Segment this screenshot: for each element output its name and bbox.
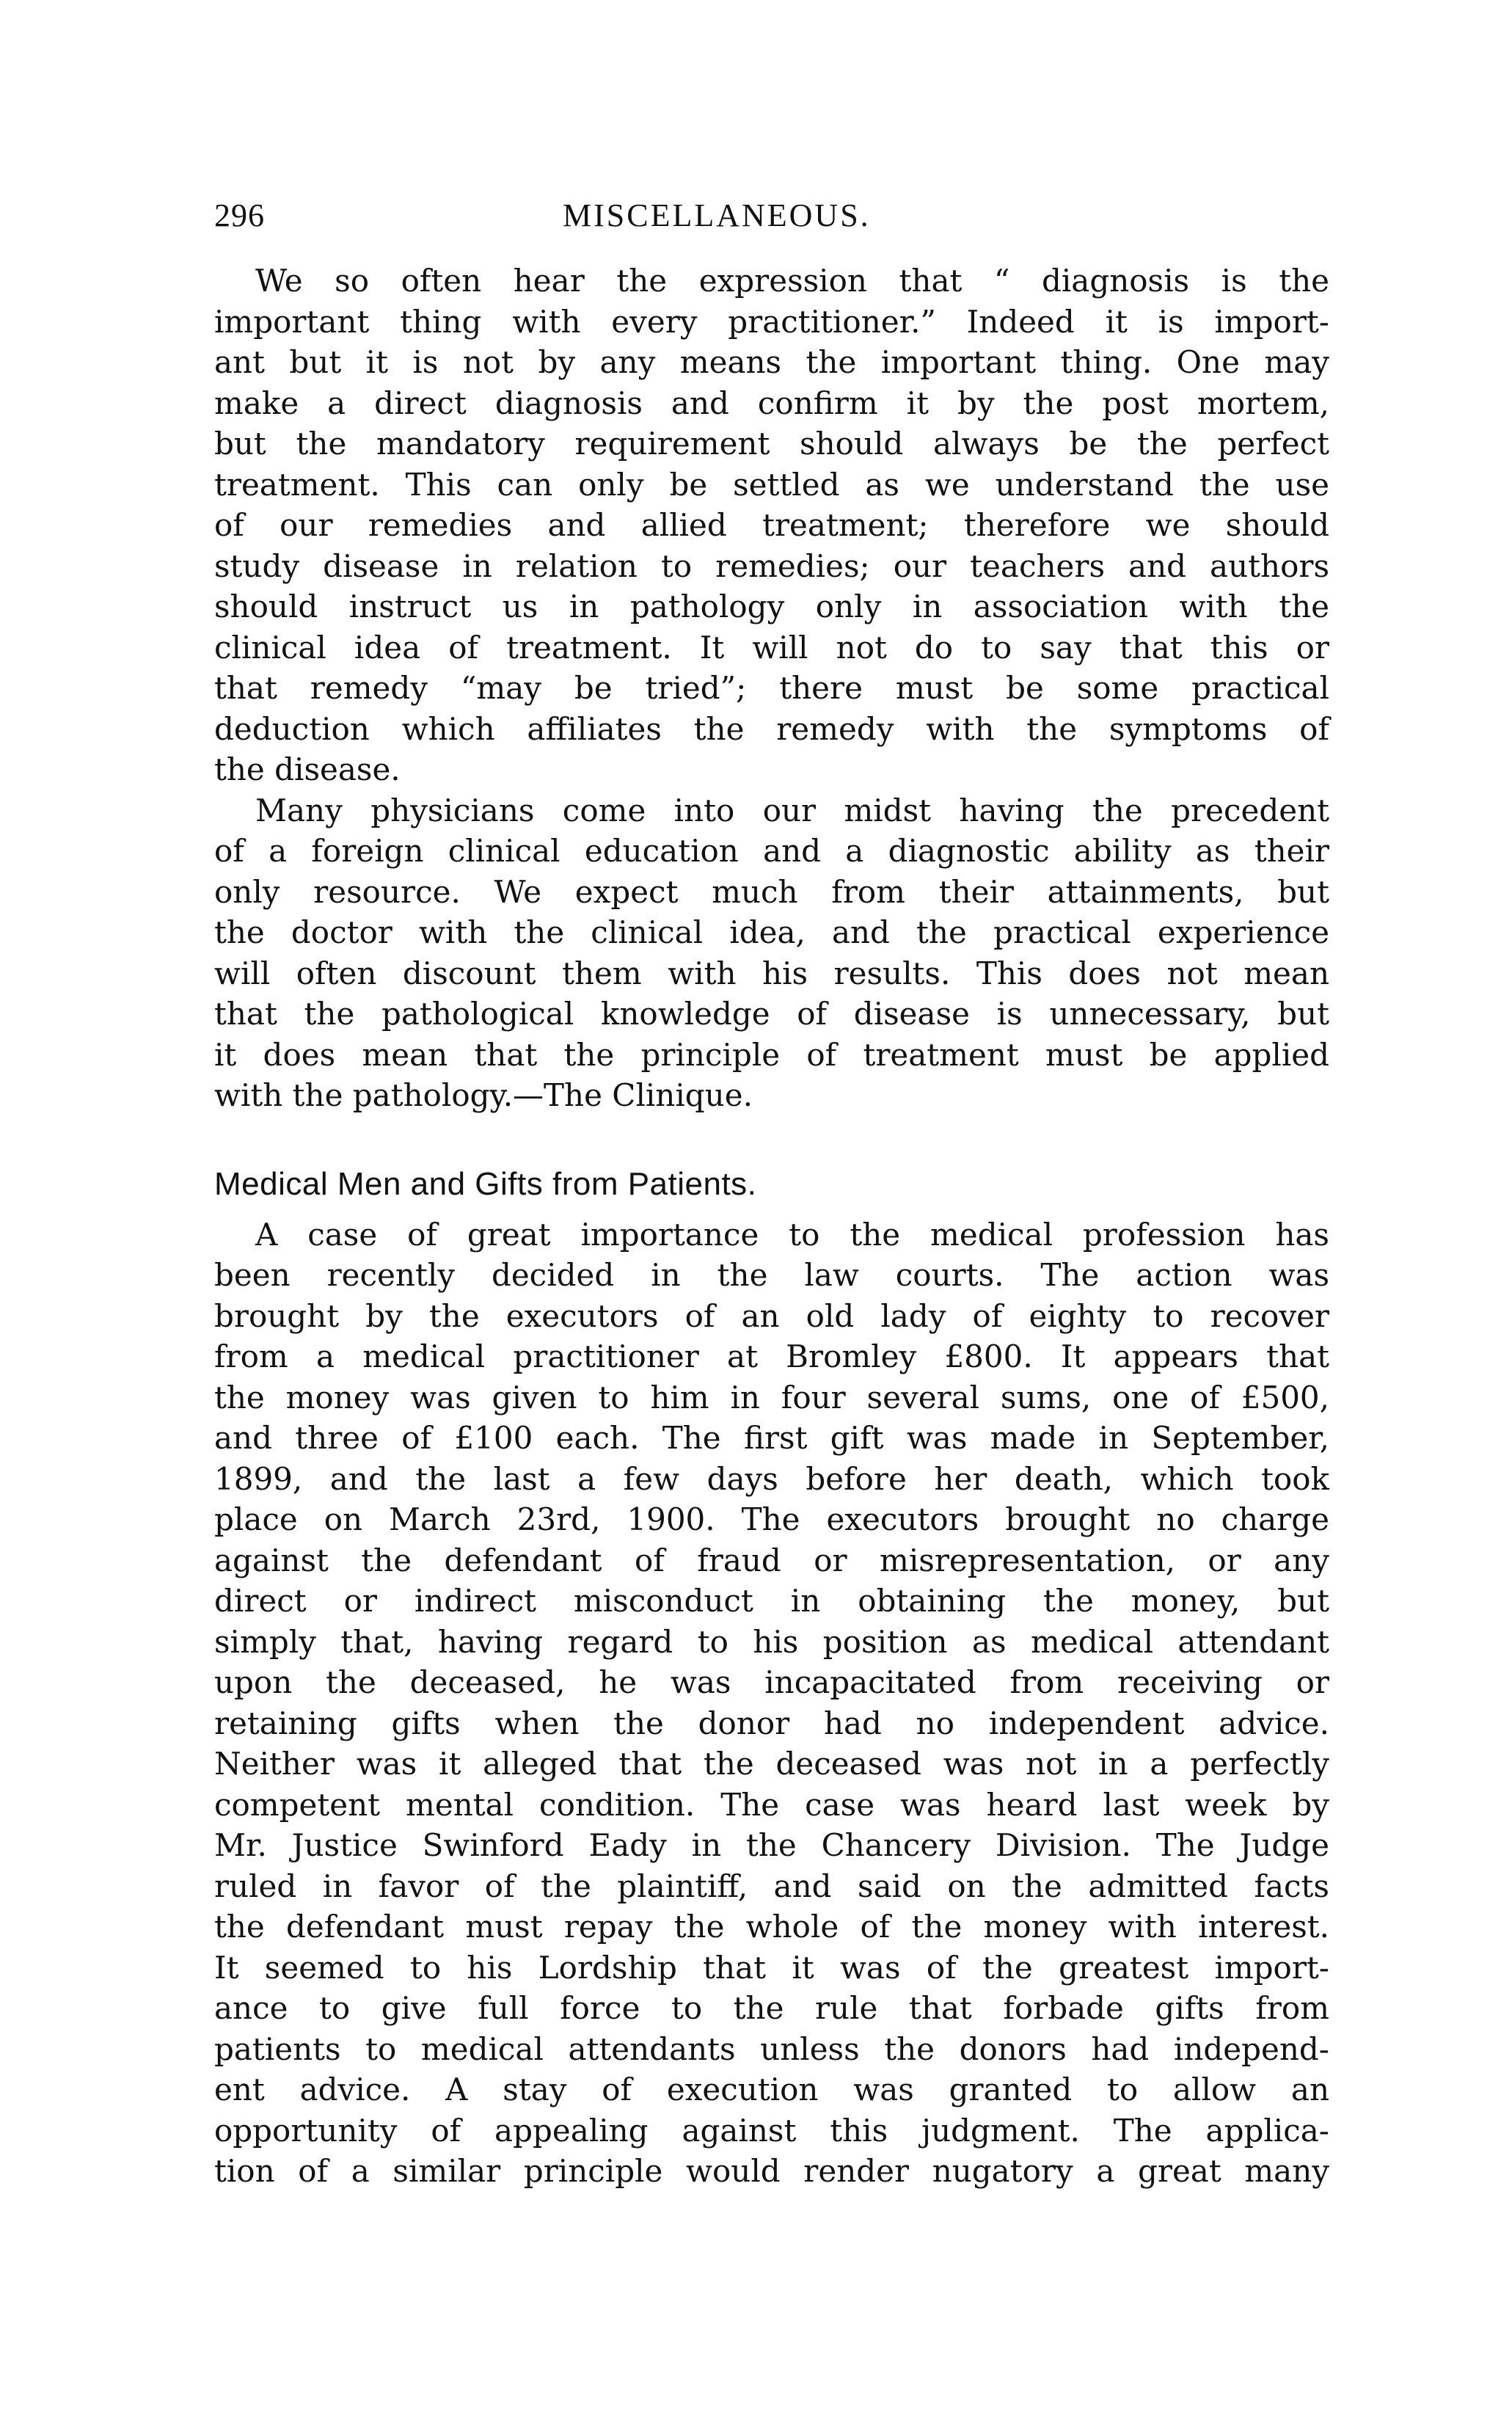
- text-line: clinical idea of treatment. It will not do to say that this or: [214, 629, 1329, 666]
- text-line: the money was given to him in four several sums, one of £500,: [214, 1379, 1329, 1415]
- text-line: should instruct us in pathology only in association with the: [214, 589, 1329, 624]
- text-line: with the pathology.—The Clinique.: [214, 1077, 753, 1113]
- text-line: deduction which affiliates the remedy with the symptoms of: [214, 710, 1329, 747]
- text-line: upon the deceased, he was incapacitated from receiving or: [214, 1664, 1329, 1700]
- text-line: ance to give full force to the rule that forbade gifts from: [214, 1990, 1329, 2026]
- text-line: tion of a similar principle would render nugatory a great many: [214, 2153, 1329, 2189]
- text-line: from a medical practitioner at Bromley £800. It appears that: [214, 1338, 1329, 1374]
- text-line: that remedy “may be tried”; there must be some practical: [214, 670, 1329, 706]
- text-line: make a direct diagnosis and confirm it by the post mortem,: [214, 385, 1329, 421]
- text-line: place on March 23rd, 1900. The executors brought no charge: [214, 1501, 1329, 1537]
- text-line: simply that, having regard to his position as medical attendant: [214, 1623, 1329, 1660]
- text-line: the doctor with the clinical idea, and the practical experience: [214, 914, 1329, 950]
- paragraph: [214, 260, 1329, 790]
- text-line: brought by the executors of an old lady of eighty to recover: [214, 1297, 1329, 1334]
- text-line: ent advice. A stay of execution was granted to allow an: [214, 2072, 1329, 2107]
- text-line: of our remedies and allied treatment; therefore we should: [214, 507, 1329, 543]
- text-line: but the mandatory requirement should always be the perfect: [214, 426, 1329, 462]
- text-line: been recently decided in the law courts. The action was: [214, 1257, 1329, 1293]
- text-line: treatment. This can only be settled as we understand the use: [214, 466, 1329, 503]
- text-line: ruled in favor of the plaintiff, and said on the admitted facts: [214, 1868, 1329, 1904]
- section-gap: [214, 1116, 1329, 1162]
- text-line: and three of £100 each. The first gift was made in September,: [214, 1420, 1329, 1456]
- running-head: [214, 197, 1329, 241]
- text-line: We so often hear the expression that “ diagnosis is the: [255, 263, 1329, 299]
- text-line: it does mean that the principle of treatment must be applied: [214, 1036, 1329, 1073]
- text-line: will often discount them with his results. This does not mean: [214, 955, 1329, 991]
- text-line: against the defendant of fraud or misrepresentation, or any: [214, 1542, 1329, 1578]
- text-line: important thing with every practitioner.” Indeed it is import-: [214, 303, 1329, 340]
- heading-gap: [214, 1207, 1329, 1214]
- text-line: that the pathological knowledge of disease is unnecessary, but: [214, 996, 1329, 1032]
- text-line: Many physicians come into our midst having the precedent: [255, 792, 1329, 828]
- text-line: patients to medical attendants unless the donors had independ-: [214, 2030, 1329, 2067]
- section-title: MISCELLANEOUS.: [563, 197, 871, 233]
- text-line: 1899, and the last a few days before her death, which took: [214, 1460, 1329, 1497]
- text-line: study disease in relation to remedies; our teachers and authors: [214, 547, 1329, 584]
- page-number: 296: [214, 197, 265, 233]
- paragraph: [214, 790, 1329, 1116]
- text-line: A case of great importance to the medical profession has: [255, 1216, 1329, 1253]
- paragraph: [214, 1214, 1329, 2192]
- text-line: ant but it is not by any means the important thing. One may: [214, 344, 1329, 380]
- text-line: the disease.: [214, 751, 401, 787]
- text-line: retaining gifts when the donor had no independent advice.: [214, 1705, 1329, 1741]
- body-text: [214, 260, 1329, 2192]
- text-line: the defendant must repay the whole of the money with interest.: [214, 1909, 1329, 1945]
- text-line: direct or indirect misconduct in obtaining the money, but: [214, 1583, 1329, 1619]
- article-heading: Medical Men and Gifts from Patients.: [214, 1165, 757, 1202]
- text-line: competent mental condition. The case was heard last week by: [214, 1786, 1329, 1823]
- text-line: opportunity of appealing against this judgment. The applica-: [214, 2112, 1329, 2149]
- text-line: It seemed to his Lordship that it was of the greatest import-: [214, 1949, 1329, 1986]
- text-line: Mr. Justice Swinford Eady in the Chancery Division. The Judge: [214, 1827, 1329, 1863]
- text-line: Neither was it alleged that the deceased was not in a perfectly: [214, 1746, 1329, 1782]
- text-line: of a foreign clinical education and a diagnostic ability as their: [214, 833, 1329, 869]
- text-line: only resource. We expect much from their attainments, but: [214, 873, 1329, 910]
